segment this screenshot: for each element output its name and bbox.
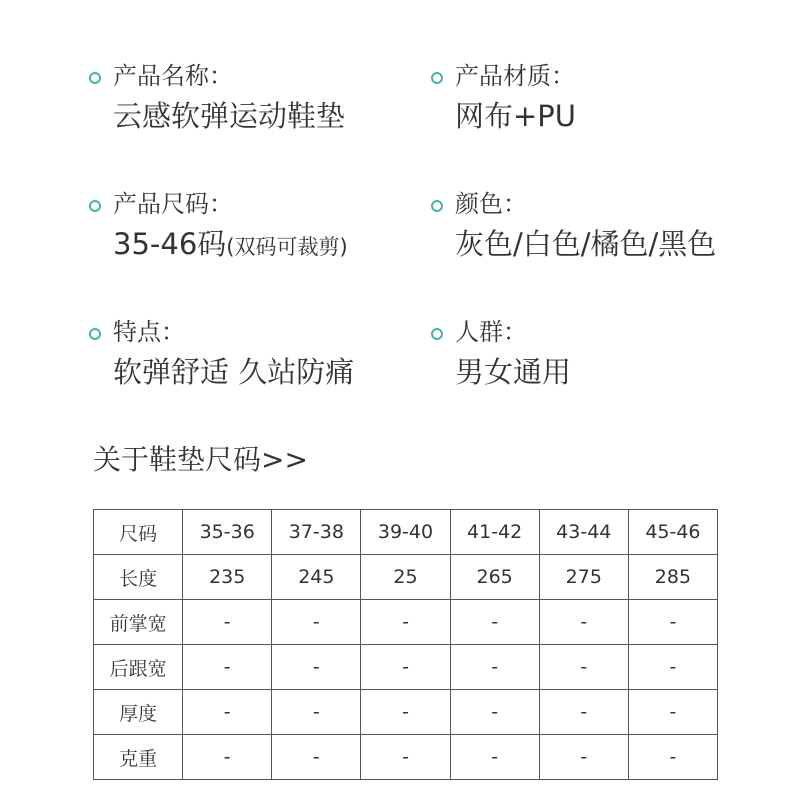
spec-value-main: 软弹舒适 久站防痛 (113, 355, 355, 389)
spec-value-sub: (双码可裁剪) (226, 235, 348, 259)
table-cell: - (183, 600, 272, 645)
size-section-heading: 关于鞋垫尺码>> (93, 443, 308, 476)
table-header-cell: 37-38 (272, 510, 361, 555)
table-cell: - (361, 735, 450, 780)
table-row-label: 克重 (94, 735, 183, 780)
table-cell: - (361, 645, 450, 690)
table-cell: - (361, 690, 450, 735)
table-cell: - (183, 735, 272, 780)
table-cell: - (539, 690, 628, 735)
spec-label: 产品材质： (455, 62, 575, 90)
table-row (94, 735, 718, 780)
circle-bullet-icon (431, 72, 443, 84)
table-cell: 275 (539, 555, 628, 600)
table-cell: - (183, 645, 272, 690)
table-cell: - (539, 645, 628, 690)
table-row-label: 前掌宽 (94, 600, 183, 645)
table-header-cell: 39-40 (361, 510, 450, 555)
table-cell: - (450, 690, 539, 735)
size-table (93, 509, 718, 780)
spec-value (113, 224, 348, 267)
table-cell: - (272, 690, 361, 735)
circle-bullet-icon (431, 200, 443, 212)
table-row-label: 厚度 (94, 690, 183, 735)
table-header-cell: 41-42 (450, 510, 539, 555)
table-row (94, 600, 718, 645)
spec-value (455, 96, 576, 139)
table-header-cell: 35-36 (183, 510, 272, 555)
table-cell: - (628, 735, 717, 780)
table-row-label: 长度 (94, 555, 183, 600)
table-header-cell: 尺码 (94, 510, 183, 555)
table-cell: 285 (628, 555, 717, 600)
spec-value (113, 352, 354, 395)
table-cell: 265 (450, 555, 539, 600)
spec-label: 产品名称： (113, 62, 233, 90)
table-cell: - (539, 600, 628, 645)
circle-bullet-icon (89, 328, 101, 340)
circle-bullet-icon (89, 200, 101, 212)
table-cell: - (272, 645, 361, 690)
spec-label: 产品尺码： (113, 190, 233, 218)
table-row (94, 555, 718, 600)
table-cell: 25 (361, 555, 450, 600)
spec-value (455, 224, 716, 267)
table-cell: - (272, 735, 361, 780)
spec-value-main: 男女通用 (455, 355, 572, 389)
spec-value-main: 云感软弹运动鞋垫 (113, 99, 346, 133)
table-header-cell: 45-46 (628, 510, 717, 555)
table-cell: - (539, 735, 628, 780)
table-cell: - (628, 690, 717, 735)
table-cell: 235 (183, 555, 272, 600)
spec-label: 颜色： (455, 190, 527, 218)
table-header-cell: 43-44 (539, 510, 628, 555)
table-cell: - (183, 690, 272, 735)
table-cell: - (361, 600, 450, 645)
spec-label: 人群： (455, 318, 527, 346)
table-cell: 245 (272, 555, 361, 600)
spec-label: 特点： (113, 318, 185, 346)
table-cell: - (272, 600, 361, 645)
table-header-row (94, 510, 718, 555)
table-row (94, 645, 718, 690)
spec-value (113, 96, 345, 139)
table-cell: - (628, 645, 717, 690)
circle-bullet-icon (89, 72, 101, 84)
circle-bullet-icon (431, 328, 443, 340)
spec-value-main: 网布+PU (455, 99, 577, 133)
table-cell: - (628, 600, 717, 645)
table-cell: - (450, 735, 539, 780)
spec-value-main: 35-46码 (113, 227, 227, 261)
spec-value (455, 352, 571, 395)
table-row-label: 后跟宽 (94, 645, 183, 690)
table-row (94, 690, 718, 735)
spec-value-main: 灰色/白色/橘色/黑色 (455, 227, 717, 261)
table-cell: - (450, 645, 539, 690)
table-cell: - (450, 600, 539, 645)
